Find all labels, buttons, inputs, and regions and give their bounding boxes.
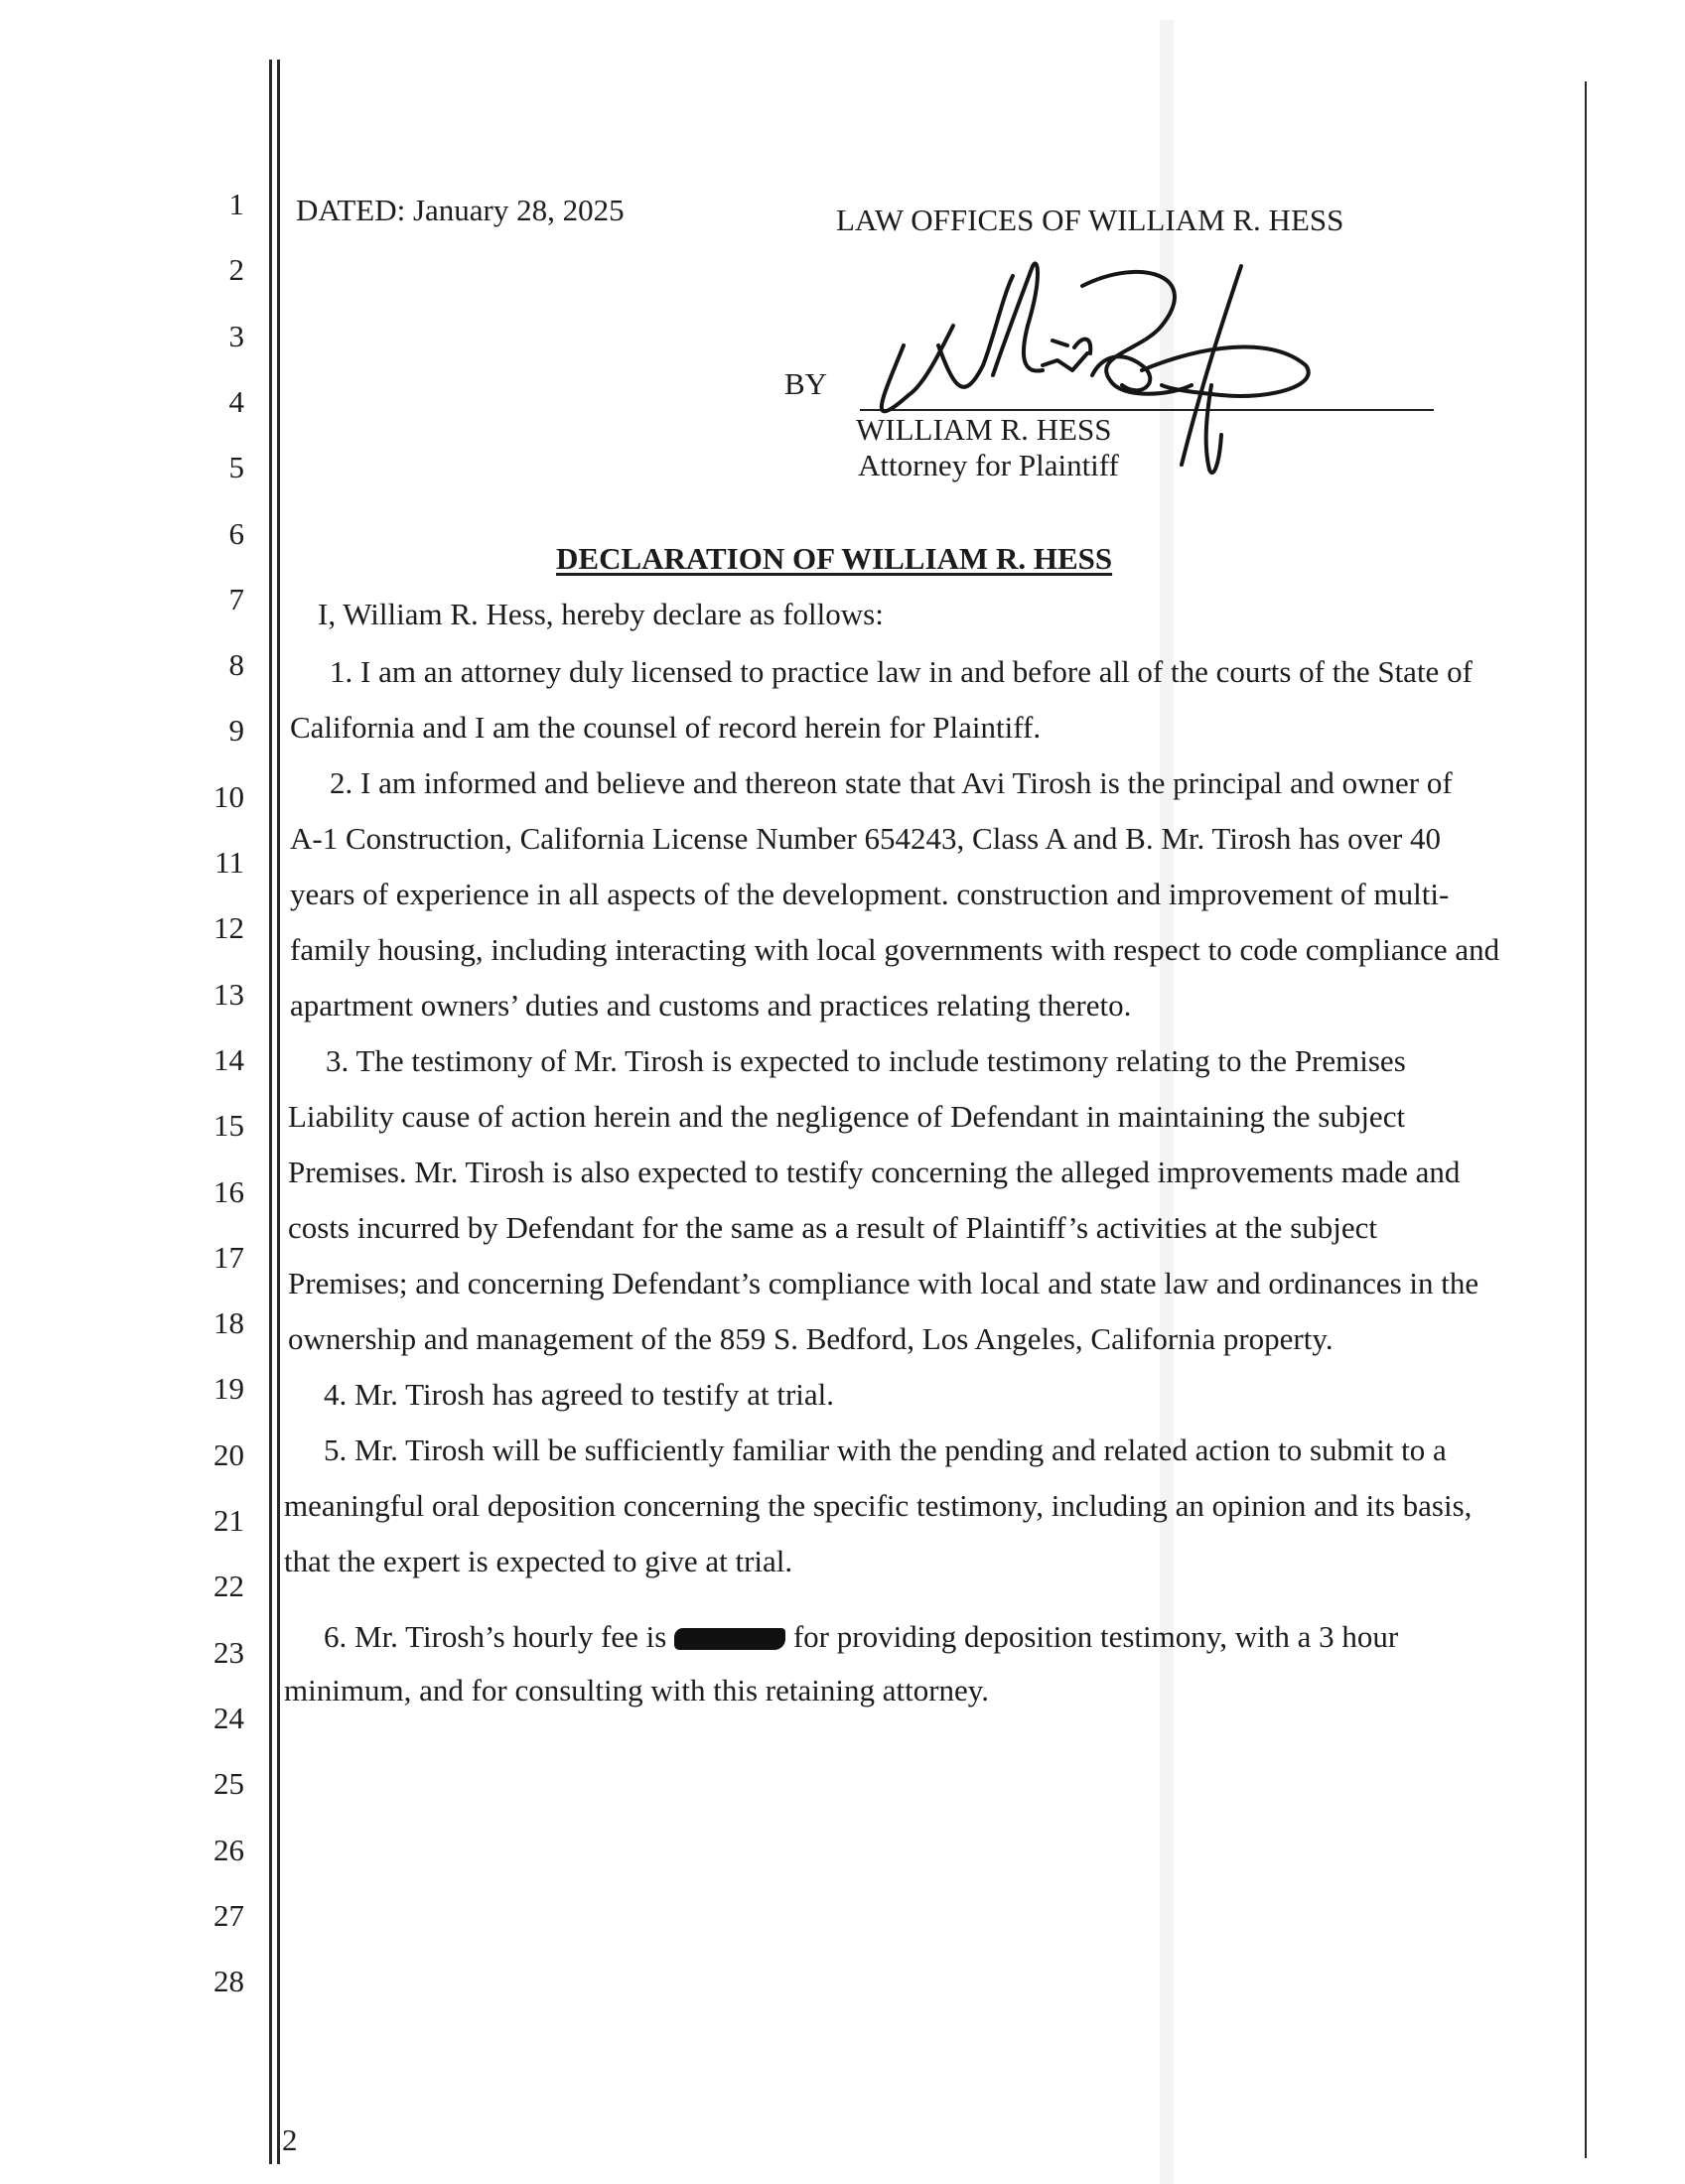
line-number: 28 bbox=[213, 1964, 244, 1999]
signer-title: Attorney for Plaintiff bbox=[858, 448, 1119, 482]
declaration-line: 3. The testimony of Mr. Tirosh is expected to include testimony relating to the Premises bbox=[326, 1043, 1406, 1078]
line-number: 3 bbox=[228, 318, 244, 353]
declaration-line: 4. Mr. Tirosh has agreed to testify at trial. bbox=[324, 1377, 835, 1412]
declaration-line: Premises. Mr. Tirosh is also expected to testify concerning the alleged improvements made and bbox=[288, 1155, 1461, 1189]
line-number: 18 bbox=[213, 1305, 244, 1341]
line-number: 16 bbox=[213, 1173, 244, 1209]
fee-line-prefix: 6. Mr. Tirosh’s hourly fee is bbox=[324, 1619, 667, 1654]
line-number: 6 bbox=[228, 515, 244, 551]
declaration-line: 2. I am informed and believe and thereon state that Avi Tirosh is the principal and owner of bbox=[330, 765, 1453, 800]
declaration-line: 5. Mr. Tirosh will be sufficiently familiar with the pending and related action to submit to a bbox=[324, 1433, 1447, 1467]
line-number: 21 bbox=[213, 1503, 244, 1538]
right-margin-rule bbox=[1585, 81, 1587, 2158]
declaration-line: A-1 Construction, California License Number 654243, Class A and B. Mr. Tirosh has over 40 bbox=[290, 821, 1441, 856]
line-number: 10 bbox=[213, 778, 244, 814]
line-number: 12 bbox=[213, 910, 244, 946]
line-number: 14 bbox=[213, 1041, 244, 1077]
fee-line bbox=[324, 1620, 1398, 1654]
left-margin-rule-inner bbox=[277, 60, 280, 2164]
line-number: 23 bbox=[213, 1634, 244, 1670]
left-margin-rule bbox=[269, 60, 272, 2164]
declaration-line: Liability cause of action herein and the negligence of Defendant in maintaining the subject bbox=[288, 1099, 1406, 1134]
line-number: 19 bbox=[213, 1371, 244, 1407]
declaration-line: apartment owners’ duties and customs and practices relating thereto. bbox=[290, 988, 1132, 1023]
declaration-line: that the expert is expected to give at trial. bbox=[284, 1544, 793, 1578]
declaration-line: California and I am the counsel of record herein for Plaintiff. bbox=[290, 710, 1042, 745]
by-label: BY bbox=[784, 366, 828, 401]
line-number: 9 bbox=[228, 713, 244, 749]
line-number: 7 bbox=[228, 581, 244, 616]
line-number: 25 bbox=[213, 1766, 244, 1802]
line-number: 11 bbox=[214, 845, 244, 880]
line-number: 4 bbox=[228, 383, 244, 419]
dated-line: DATED: January 28, 2025 bbox=[296, 193, 625, 227]
signer-name: WILLIAM R. HESS bbox=[856, 412, 1112, 447]
declaration-line: meaningful oral deposition concerning the specific testimony, including an opinion and its basis, bbox=[284, 1488, 1473, 1523]
declaration-line: 1. I am an attorney duly licensed to practice law in and before all of the courts of the State of bbox=[330, 654, 1473, 689]
line-number: 20 bbox=[213, 1436, 244, 1472]
declaration-line: minimum, and for consulting with this retaining attorney. bbox=[284, 1673, 990, 1707]
line-number: 24 bbox=[213, 1700, 244, 1735]
declaration-line: family housing, including interacting with local governments with respect to code compliance and bbox=[290, 932, 1500, 967]
line-number: 17 bbox=[213, 1239, 244, 1275]
declaration-line: Premises; and concerning Defendant’s compliance with local and state law and ordinances in the bbox=[288, 1266, 1479, 1300]
firm-name: LAW OFFICES OF WILLIAM R. HESS bbox=[836, 203, 1344, 237]
page-number: 2 bbox=[282, 2122, 298, 2157]
line-number: 8 bbox=[228, 647, 244, 683]
line-number: 15 bbox=[213, 1108, 244, 1144]
line-number: 26 bbox=[213, 1832, 244, 1867]
line-number: 27 bbox=[213, 1897, 244, 1933]
declaration-line: years of experience in all aspects of the development. construction and improvement of multi- bbox=[290, 877, 1450, 911]
line-number: 13 bbox=[213, 976, 244, 1012]
line-number: 22 bbox=[213, 1569, 244, 1604]
line-number: 1 bbox=[228, 187, 244, 221]
declaration-intro: I, William R. Hess, hereby declare as follows: bbox=[318, 597, 884, 631]
declaration-heading: DECLARATION OF WILLIAM R. HESS bbox=[556, 541, 1113, 576]
fee-line-suffix: for providing deposition testimony, with a 3 hour bbox=[792, 1619, 1399, 1654]
redaction-mark bbox=[674, 1628, 785, 1650]
declaration-line: ownership and management of the 859 S. Bedford, Los Angeles, California property. bbox=[288, 1321, 1334, 1356]
declaration-line: costs incurred by Defendant for the same as a result of Plaintiff’s activities at the subject bbox=[288, 1210, 1378, 1245]
line-number: 5 bbox=[228, 450, 244, 485]
line-number: 2 bbox=[228, 252, 244, 288]
